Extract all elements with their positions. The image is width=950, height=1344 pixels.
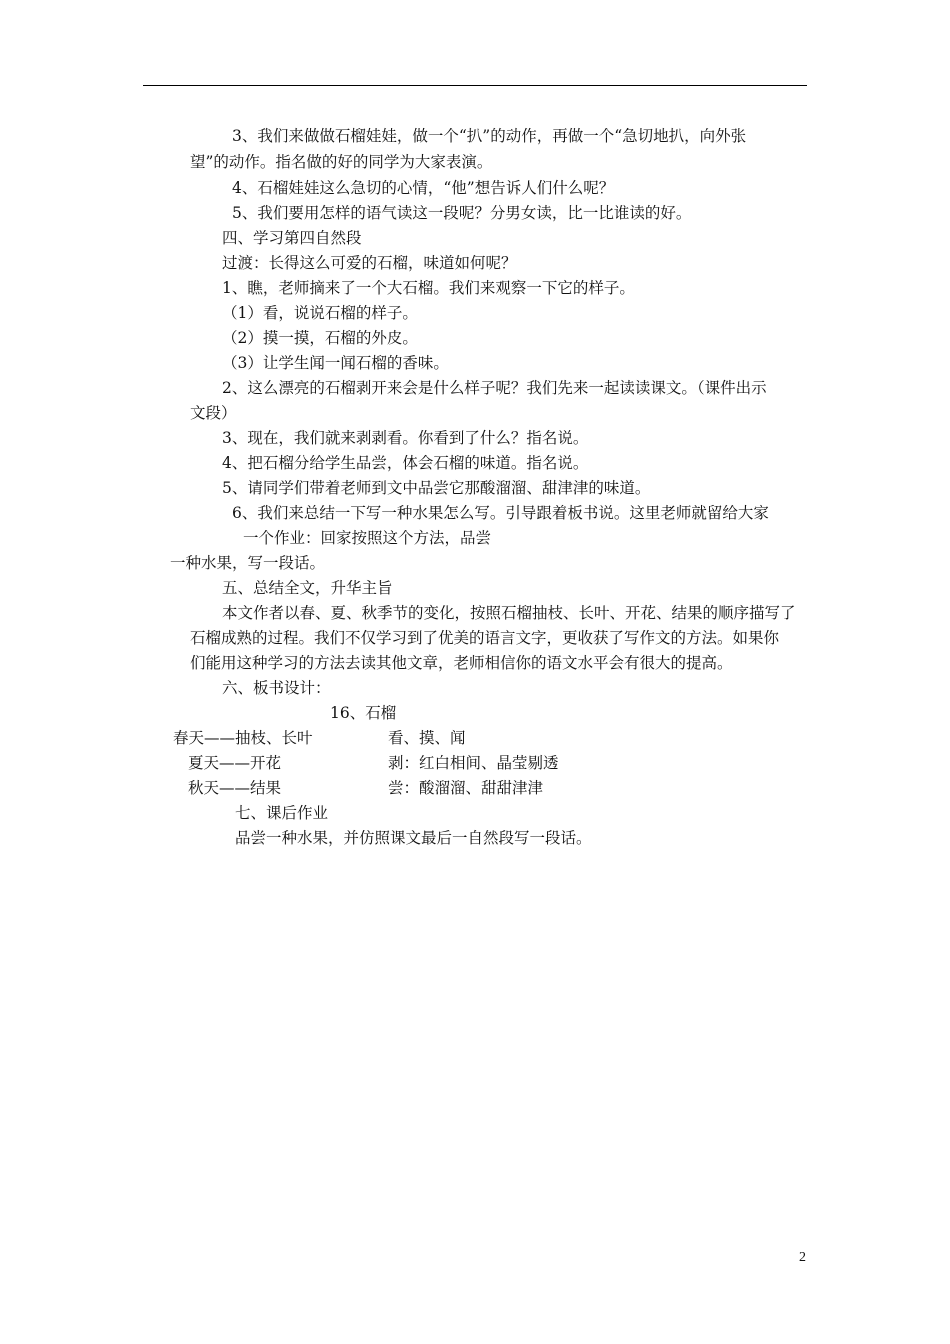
text-line: 3、现在，我们就来剥剥看。你看到了什么？指名说。 <box>222 429 589 447</box>
board-left: 春天——抽枝、长叶 <box>173 729 313 747</box>
text-line: 1、瞧，老师摘来了一个大石榴。我们来观察一下它的样子。 <box>222 279 635 297</box>
text-line: 石榴成熟的过程。我们不仅学习到了优美的语言文字，更收获了写作文的方法。如果你 <box>190 629 780 647</box>
text-line: 文段） <box>190 404 237 422</box>
text-line: 4、把石榴分给学生品尝，体会石榴的味道。指名说。 <box>222 454 589 472</box>
text-line: 过渡：长得这么可爱的石榴，味道如何呢？ <box>222 254 517 272</box>
text-line: 5、我们要用怎样的语气读这一段呢？分男女读，比一比谁读的好。 <box>232 204 692 222</box>
text-line: 一种水果，写一段话。 <box>170 554 326 572</box>
text-line: 6、我们来总结一下写一种水果怎么写。引导跟着板书说。这里老师就留给大家 <box>232 504 769 522</box>
text-line: 们能用这种学习的方法去读其他文章，老师相信你的语文水平会有很大的提高。 <box>190 654 733 672</box>
board-left: 夏天——开花 <box>188 754 282 772</box>
header-rule <box>143 85 807 86</box>
text-line: 4、石榴娃娃这么急切的心情，“他”想告诉人们什么呢？ <box>232 179 615 197</box>
text-line: 5、请同学们带着老师到文中品尝它那酸溜溜、甜津津的味道。 <box>222 479 651 497</box>
text-line: 2、这么漂亮的石榴剥开来会是什么样子呢？我们先来一起读读课文。（课件出示 <box>222 379 767 397</box>
text-line: （2）摸一摸，石榴的外皮。 <box>222 329 418 347</box>
text-line: 品尝一种水果，并仿照课文最后一自然段写一段话。 <box>235 829 592 847</box>
board-right: 尝：酸溜溜、甜甜津津 <box>388 779 544 797</box>
text-line: （3）让学生闻一闻石榴的香味。 <box>222 354 449 372</box>
text-line: （1）看，说说石榴的样子。 <box>222 304 418 322</box>
text-line: 本文作者以春、夏、秋季节的变化，按照石榴抽枝、长叶、开花、结果的顺序描写了 <box>222 604 796 622</box>
board-left: 秋天——结果 <box>188 779 282 797</box>
text-line: 望”的动作。指名做的好的同学为大家表演。 <box>190 153 493 171</box>
board-right: 看、摸、闻 <box>388 729 466 747</box>
page-number: 2 <box>799 1250 806 1265</box>
section-heading: 四、学习第四自然段 <box>222 229 362 247</box>
section-heading: 七、课后作业 <box>235 804 329 822</box>
text-line: 3、我们来做做石榴娃娃，做一个“扒”的动作，再做一个“急切地扒，向外张 <box>232 127 747 145</box>
board-title: 16、石榴 <box>330 704 397 722</box>
section-heading: 六、板书设计： <box>222 679 331 697</box>
board-right: 剥：红白相间、晶莹剔透 <box>388 754 559 772</box>
section-heading: 五、总结全文，升华主旨 <box>222 579 393 597</box>
text-line: 一个作业：回家按照这个方法，品尝 <box>243 529 492 547</box>
